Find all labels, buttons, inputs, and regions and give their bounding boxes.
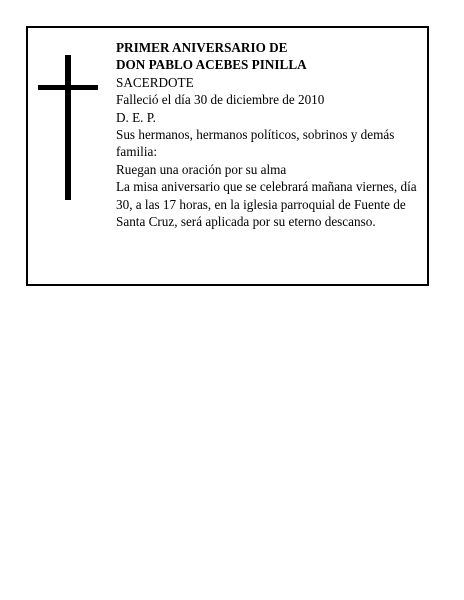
family-text: Sus hermanos, hermanos políticos, sobrinos y demás familia: [116,127,395,160]
cross-horizontal-bar [38,85,98,90]
mass-information: La misa aniversario que se celebrará mañana viernes, día 30, a las 17 horas, en la iglesia parroquial de Fuente de Santa Cruz, será aplicada por su eterno descanso. [116,179,417,230]
cross-icon [38,55,98,200]
notice-text-block [116,39,424,230]
prayer-request: Ruegan una oración por su alma [116,161,287,177]
obituary-notice [26,26,429,286]
deceased-role: SACERDOTE [116,74,194,90]
death-date: Falleció el día 30 de diciembre de 2010 [116,92,325,108]
notice-title-line-1: PRIMER ANIVERSARIO DE [116,40,288,55]
cross-vertical-bar [65,55,71,200]
rip-text: D. E. P. [116,109,156,125]
notice-title-line-2: DON PABLO ACEBES PINILLA [116,57,307,73]
